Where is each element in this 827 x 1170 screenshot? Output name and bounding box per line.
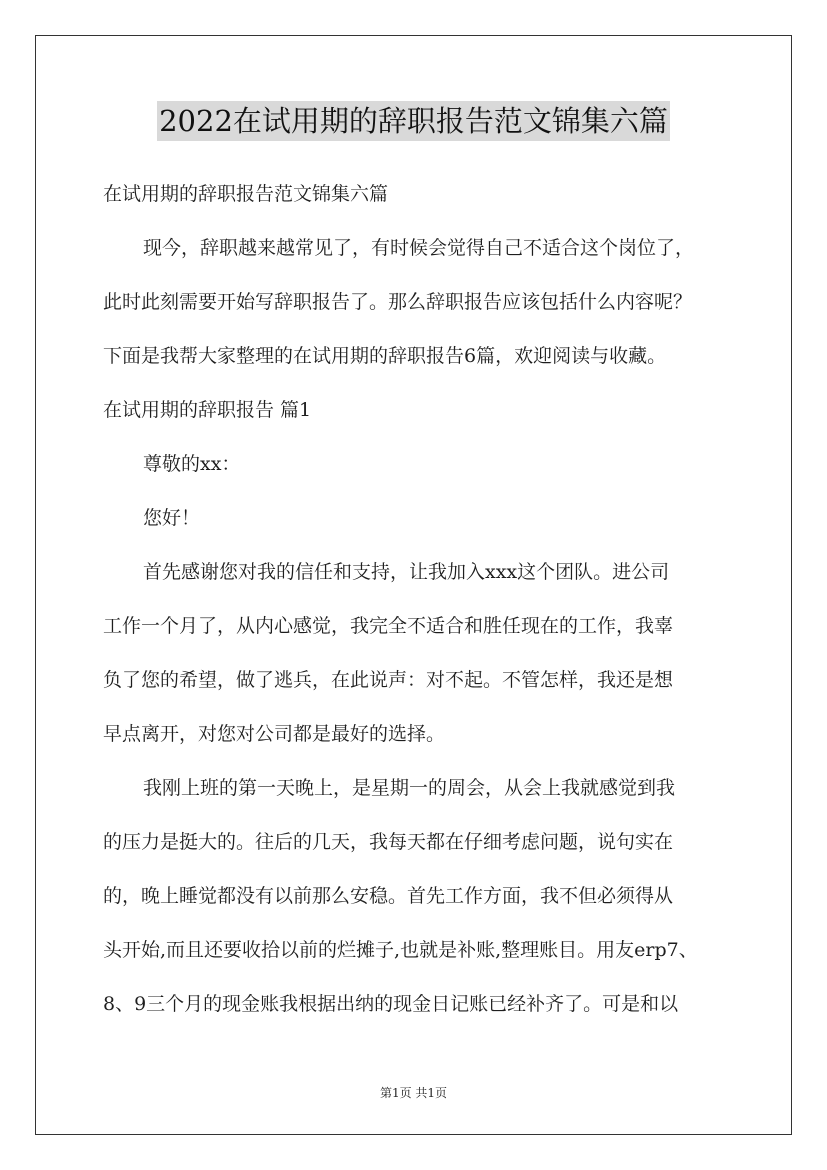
paragraph-line: 负了您的希望，做了逃兵，在此说声：对不起。不管怎样，我还是想 [103, 669, 674, 691]
greeting-line: 您好！ [143, 507, 201, 529]
paragraph-line: 下面是我帮大家整理的在试用期的辞职报告6篇，欢迎阅读与收藏。 [103, 345, 667, 367]
paragraph-line: 头开始,而且还要收拾以前的烂摊子,也就是补账,整理账目。用友erp7、 [103, 939, 698, 961]
title-container [0, 101, 827, 141]
salutation-line: 尊敬的xx： [143, 453, 241, 475]
paragraph-line: 8、9三个月的现金账我根据出纳的现金日记账已经补齐了。可是和以 [103, 993, 679, 1015]
document-title: 2022在试用期的辞职报告范文锦集六篇 [157, 101, 670, 141]
paragraph-line: 早点离开，对您对公司都是最好的选择。 [103, 723, 446, 745]
paragraph-line: 工作一个月了，从内心感觉，我完全不适合和胜任现在的工作，我辜 [103, 615, 674, 637]
section-heading: 在试用期的辞职报告 篇1 [103, 399, 312, 421]
paragraph-line: 现今，辞职越来越常见了，有时候会觉得自己不适合这个岗位了， [143, 237, 695, 259]
paragraph-line: 我刚上班的第一天晚上，是星期一的周会，从会上我就感觉到我 [143, 777, 676, 799]
paragraph-line: 的压力是挺大的。往后的几天，我每天都在仔细考虑问题，说句实在 [103, 831, 674, 853]
paragraph-line: 此时此刻需要开始写辞职报告了。那么辞职报告应该包括什么内容呢？ [103, 291, 693, 313]
paragraph-line: 首先感谢您对我的信任和支持，让我加入xxx这个团队。进公司 [143, 561, 670, 583]
subtitle-line: 在试用期的辞职报告范文锦集六篇 [103, 183, 389, 205]
paragraph-line: 的，晚上睡觉都没有以前那么安稳。首先工作方面，我不但必须得从 [103, 885, 674, 907]
page-number: 第1页 共1页 [379, 1086, 448, 1100]
